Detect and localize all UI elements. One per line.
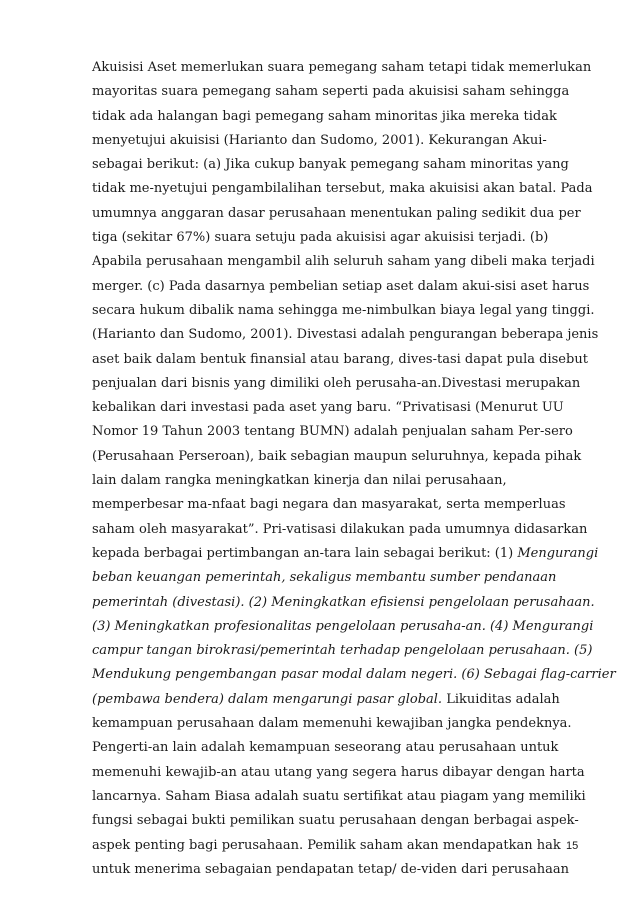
text-line: (Harianto dan Sudomo, 2001). Divestasi adalah pengurangan beberapa jenis bbox=[92, 327, 599, 343]
text-line: memperbesar ma-nfaat bagi negara dan masyarakat, serta memperluas bbox=[92, 497, 566, 513]
text-line: tiga (sekitar 67%) suara setuju pada akuisisi agar akuisisi terjadi. (b) bbox=[92, 230, 549, 246]
italic-text: campur tangan birokrasi/pemerintah terhadap pengelolaan perusahaan. (5) bbox=[92, 643, 593, 659]
text-line bbox=[92, 591, 595, 615]
text-line: secara hukum dibalik nama sehingga me-nimbulkan biaya legal yang tinggi. bbox=[92, 302, 595, 318]
text-line: Pengerti-an lain adalah kemampuan seseorang atau perusahaan untuk bbox=[92, 740, 559, 756]
text-line bbox=[92, 566, 592, 590]
italic-text: (3) Meningkatkan profesionalitas pengelolaan perusaha-an. (4) Mengurangi bbox=[92, 618, 594, 634]
text-line: lain dalam rangka meningkatkan kinerja dan nilai perusahaan, bbox=[92, 473, 507, 489]
text-line: menyetujui akuisisi (Harianto dan Sudomo, 2001). Kekurangan Akui- bbox=[92, 132, 547, 148]
text-line: (pembawa bendera) dalam mengarungi pasar global. Likuiditas adalah bbox=[92, 691, 560, 707]
text-line: kebalikan dari investasi pada aset yang baru. “Privatisasi (Menurut UU bbox=[92, 400, 564, 416]
text-line: Apabila perusahaan mengambil alih seluruh saham yang dibeli maka terjadi bbox=[92, 254, 595, 270]
page-number: 15 bbox=[566, 840, 579, 852]
italic-text: Mengurangi bbox=[517, 545, 599, 561]
text-line: penjualan dari bisnis yang dimiliki oleh perusaha-an.Divestasi merupakan bbox=[92, 375, 581, 391]
text-line: mayoritas suara pemegang saham seperti pada akuisisi saham sehingga bbox=[92, 84, 570, 100]
body-text bbox=[92, 56, 616, 882]
text-line bbox=[92, 639, 592, 663]
text-line: tidak me-nyetujui pengambilalihan tersebut, maka akuisisi akan batal. Pada bbox=[92, 181, 593, 197]
text-line: sebagai berikut: (a) Jika cukup banyak pemegang saham minoritas yang bbox=[92, 157, 569, 173]
italic-text: pemerintah (divestasi). (2) Meningkatkan efisiensi pengelolaan perusahaan. bbox=[92, 594, 595, 610]
text-line: Nomor 19 Tahun 2003 tentang BUMN) adalah penjualan saham Per-sero bbox=[92, 424, 573, 440]
text-line: Akuisisi Aset memerlukan suara pemegang saham tetapi tidak memerlukan bbox=[92, 60, 592, 75]
text-line: aspek penting bagi perusahaan. Pemilik saham akan mendapatkan hak bbox=[92, 837, 561, 853]
text-line bbox=[92, 615, 592, 639]
text-line: memenuhi kewajib-an atau utang yang segera harus dibayar dengan harta bbox=[92, 764, 585, 780]
italic-text: Mendukung pengembangan pasar modal dalam negeri. (6) Sebagai flag-carrier bbox=[92, 667, 616, 683]
italic-text: (pembawa bendera) dalam mengarungi pasar global. bbox=[92, 691, 443, 707]
text-line: kemampuan perusahaan dalam memenuhi kewajiban jangka pendeknya. bbox=[92, 716, 572, 732]
text-line bbox=[92, 663, 616, 687]
text-line: aset baik dalam bentuk finansial atau barang, dives-tasi dapat pula disebut bbox=[92, 351, 588, 367]
text-line: merger. (c) Pada dasarnya pembelian setiap aset dalam akui-sisi aset harus bbox=[92, 278, 590, 294]
text-line: untuk menerima sebagaian pendapatan tetap/ de-viden dari perusahaan bbox=[92, 861, 569, 877]
italic-text: beban keuangan pemerintah, sekaligus membantu sumber pendanaan bbox=[92, 570, 557, 586]
text-line: umumnya anggaran dasar perusahaan menentukan paling sedikit dua per bbox=[92, 205, 581, 221]
text-line: kepada berbagai pertimbangan an-tara lain sebagai berikut: (1) Mengurangi bbox=[92, 545, 599, 561]
text-line: lancarnya. Saham Biasa adalah suatu sertifikat atau piagam yang memiliki bbox=[92, 788, 586, 804]
text-line: fungsi sebagai bukti pemilikan suatu perusahaan dengan berbagai aspek- bbox=[92, 813, 579, 829]
text-line: saham oleh masyarakat”. Pri-vatisasi dilakukan pada umumnya didasarkan bbox=[92, 521, 588, 537]
text-line: (Perusahaan Perseroan), baik sebagian maupun seluruhnya, kepada pihak bbox=[92, 448, 582, 464]
text-line: tidak ada halangan bagi pemegang saham minoritas jika mereka tidak bbox=[92, 108, 557, 124]
